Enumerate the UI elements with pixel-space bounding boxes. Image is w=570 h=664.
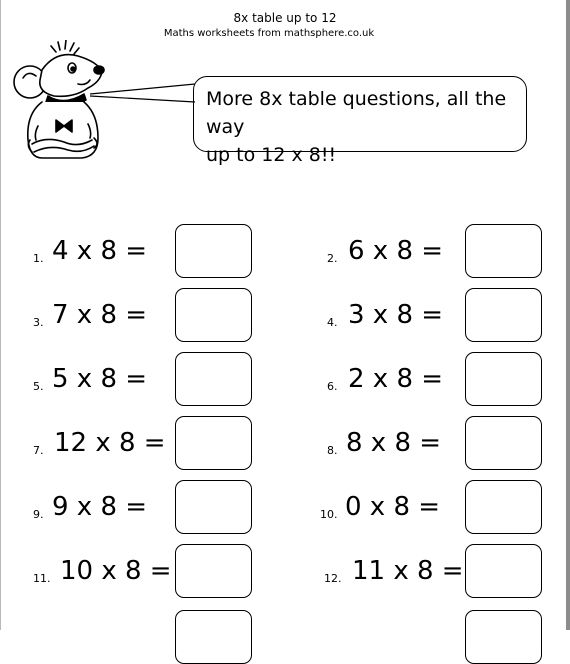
question-expression: 0 x 8 = [345, 492, 441, 522]
answer-box[interactable] [465, 544, 542, 598]
speech-bubble-line-1: More 8x table questions, all the way [206, 88, 507, 138]
question-12 [300, 544, 545, 598]
worksheet-title: 8x table up to 12 [233, 11, 337, 25]
question-number: 2. [327, 252, 338, 265]
question-number: 3. [33, 316, 44, 329]
question-expression: 11 x 8 = [352, 556, 464, 586]
question-11 [0, 544, 260, 598]
question-number: 6. [327, 380, 338, 393]
answer-box[interactable] [465, 352, 542, 406]
question-number: 4. [327, 316, 338, 329]
answer-box[interactable] [175, 224, 252, 278]
question-expression: 8 x 8 = [346, 428, 442, 458]
speech-bubble-line-2: up to 12 x 8!! [206, 144, 337, 166]
question-6 [300, 352, 545, 406]
question-number: 8. [327, 444, 338, 457]
question-5 [0, 352, 260, 406]
question-expression: 6 x 8 = [348, 236, 444, 266]
question-number: 10. [320, 508, 338, 521]
question-3 [0, 288, 260, 342]
question-number: 1. [33, 252, 44, 265]
answer-box[interactable] [465, 416, 542, 470]
question-number: 7. [33, 444, 44, 457]
answer-box[interactable] [465, 480, 542, 534]
question-9 [0, 480, 260, 534]
question-7 [0, 416, 260, 470]
question-expression: 4 x 8 = [52, 236, 148, 266]
answer-box[interactable] [175, 288, 252, 342]
answer-box[interactable] [465, 224, 542, 278]
answer-box[interactable] [175, 416, 252, 470]
question-expression: 9 x 8 = [52, 492, 148, 522]
question-number: 11. [33, 572, 51, 585]
page-edge-right [566, 0, 570, 630]
question-1 [0, 224, 260, 278]
question-expression: 12 x 8 = [54, 428, 166, 458]
speech-bubble [193, 76, 527, 166]
question-number: 5. [33, 380, 44, 393]
question-2 [300, 224, 545, 278]
answer-box[interactable] [465, 610, 542, 664]
worksheet-subtitle: Maths worksheets from mathsphere.co.uk [163, 28, 375, 39]
question-expression: 3 x 8 = [348, 300, 444, 330]
question-number: 12. [324, 572, 342, 585]
answer-box[interactable] [175, 480, 252, 534]
answer-box[interactable] [175, 610, 252, 664]
question-expression: 7 x 8 = [52, 300, 148, 330]
question-8 [300, 416, 545, 470]
question-number: 9. [33, 508, 44, 521]
question-expression: 2 x 8 = [348, 364, 444, 394]
question-4 [300, 288, 545, 342]
speech-bubble-pointer [90, 80, 210, 110]
question-expression: 10 x 8 = [60, 556, 172, 586]
answer-box[interactable] [175, 352, 252, 406]
question-10 [300, 480, 545, 534]
answer-box[interactable] [175, 544, 252, 598]
answer-box[interactable] [465, 288, 542, 342]
question-expression: 5 x 8 = [52, 364, 148, 394]
